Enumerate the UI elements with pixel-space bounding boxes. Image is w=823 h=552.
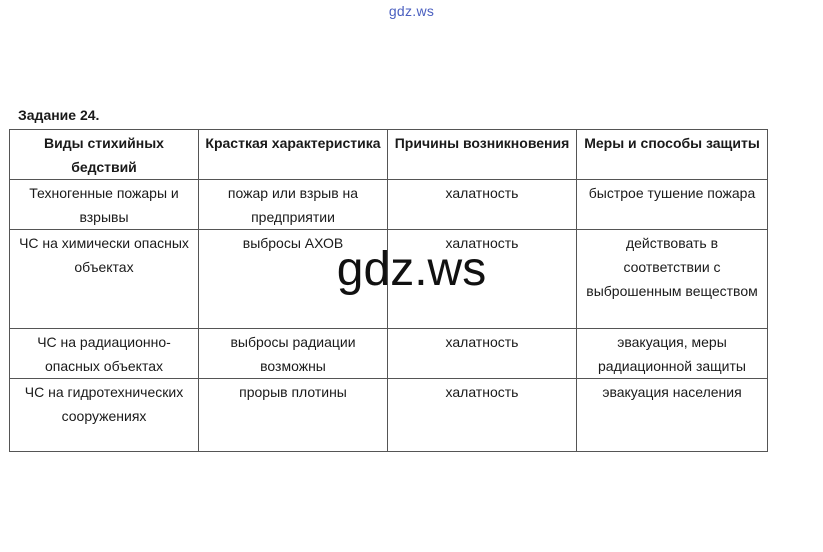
table-cell: прорыв плотины [199,379,388,452]
table-cell: выбросы АХОВ [199,230,388,329]
header-cell: Красткая характеристика [199,130,388,180]
table-row [10,379,768,452]
table-cell: эвакуация, меры радиационной защиты [577,329,768,379]
table-cell: пожар или взрыв на предприятии [199,180,388,230]
table-cell: халатность [388,230,577,329]
table-cell: быстрое тушение пожара [577,180,768,230]
table-cell: ЧС на гидротехнических сооружениях [10,379,199,452]
table-cell: ЧС на радиационно-опасных объектах [10,329,199,379]
task-title: Задание 24. [18,107,100,123]
table-row [10,230,768,329]
table-cell: эвакуация населения [577,379,768,452]
table-cell: ЧС на химически опасных объектах [10,230,199,329]
table-row [10,180,768,230]
table-header-row [10,130,768,180]
header-cell: Меры и способы защиты [577,130,768,180]
table-cell: халатность [388,180,577,230]
disasters-table [9,129,768,452]
table-cell: Техногенные пожары и взрывы [10,180,199,230]
table-cell: действовать в соответствии с выброшенным веществом [577,230,768,329]
site-logo[interactable]: gdz.ws [388,3,435,19]
table-cell: выбросы радиации возможны [199,329,388,379]
header-cell: Причины возникновения [388,130,577,180]
table-cell: халатность [388,329,577,379]
header-cell: Виды стихийных бедствий [10,130,199,180]
watermark: gdz.ws [336,243,487,296]
table-row [10,329,768,379]
table-cell: халатность [388,379,577,452]
